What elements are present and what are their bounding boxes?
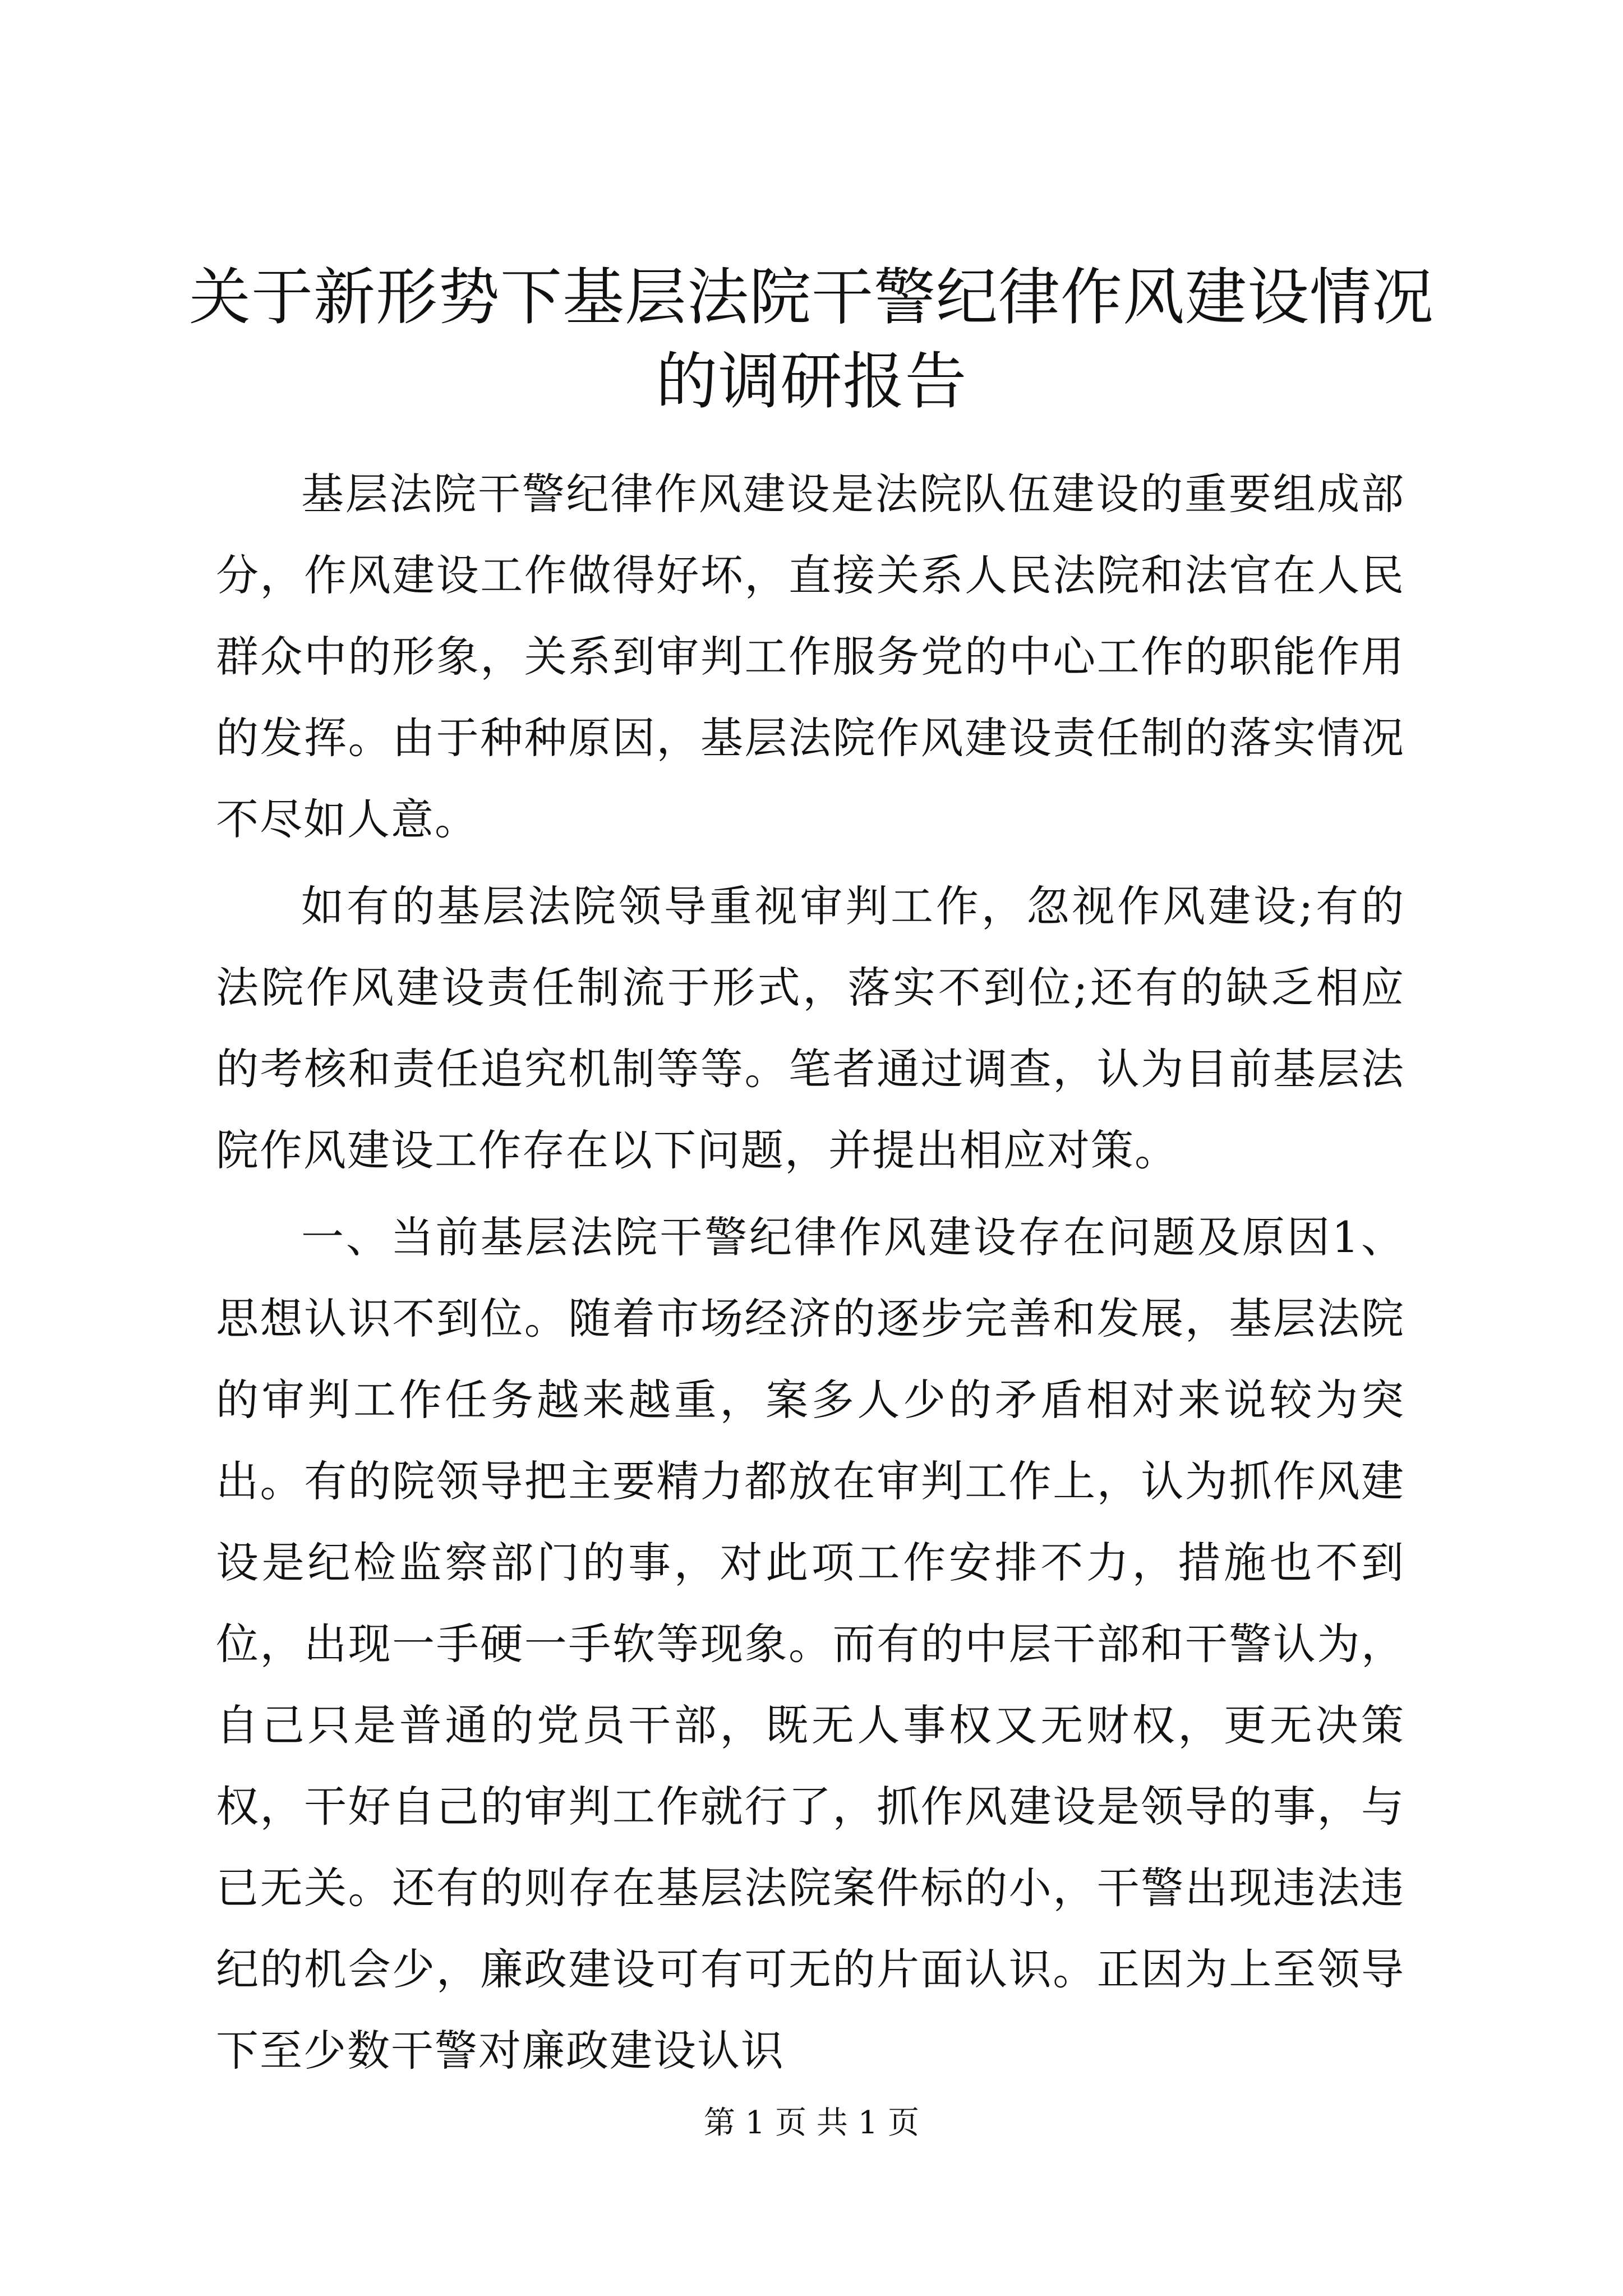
- title-line-2: 的调研报告: [656, 346, 967, 417]
- paragraph-3: 一、当前基层法院干警纪律作风建设存在问题及原因1、思想认识不到位。随着市场经济的逐步完善和发展，基层法院的审判工作任务越来越重，案多人少的矛盾相对来说较为突出。有的院领导把主要精力都放在审判工作上，认为抓作风建设是纪检监察部门的事，对此项工作安排不力，措施也不到位，出现一手硬一手软等现象。而有的中层干部和干警认为，自己只是普通的党员干部，既无人事权又无财权，更无决策权，干好自己的审判工作就行了，抓作风建设是领导的事，与已无关。还有的则存在基层法院案件标的小，干警出现违法违纪的机会少，廉政建设可有可无的片面认识。正因为上至领导下至少数干警对廉政建设认识: [216, 1212, 1405, 2076]
- page-footer: 第 1 页 共 1 页: [703, 2105, 920, 2141]
- paragraph-2: 如有的基层法院领导重视审判工作，忽视作风建设;有的法院作风建设责任制流于形式，落实不到位;还有的缺乏相应的考核和责任追究机制等等。笔者通过调查，认为目前基层法院作风建设工作存在以下问题，并提出相应对策。: [216, 881, 1405, 1175]
- document-title: [168, 255, 1455, 424]
- document-body: [216, 453, 1405, 2097]
- title-line-1: 关于新形势下基层法院干警纪律作风建设情况: [189, 261, 1434, 333]
- paragraph-1: 基层法院干警纪律作风建设是法院队伍建设的重要组成部分，作风建设工作做得好坏，直接关系人民法院和法官在人民群众中的形象，关系到审判工作服务党的中心工作的职能作用的发挥。由于种种原因，基层法院作风建设责任制的落实情况不尽如人意。: [216, 469, 1405, 844]
